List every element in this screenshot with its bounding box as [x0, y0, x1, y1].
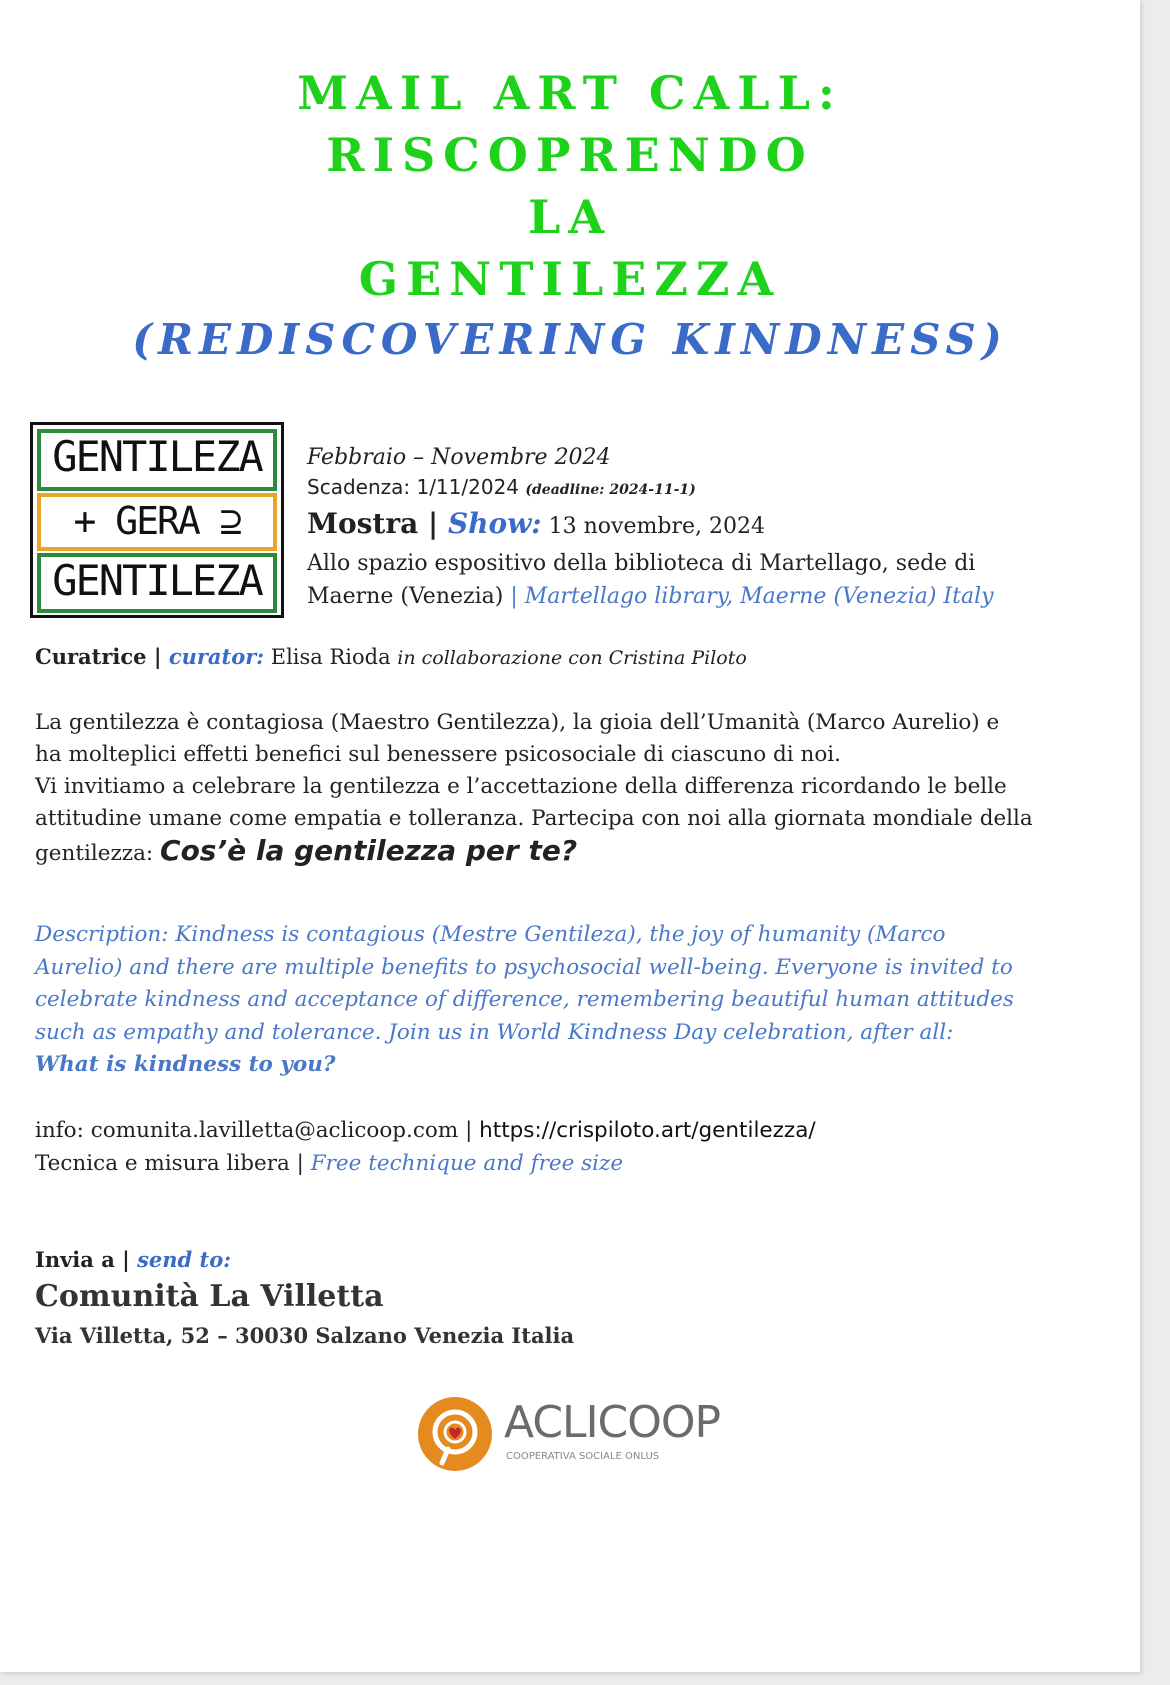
send-separator: |	[122, 1247, 138, 1272]
info-url[interactable]: https://crispiloto.art/gentilezza/	[479, 1118, 816, 1143]
para-line-5-text: gentilezza:	[35, 841, 161, 866]
show-line	[307, 504, 1107, 547]
recipient-address: Via Villetta, 52 – 30030 Salzano Venezia Italia	[35, 1323, 575, 1348]
para-line-5	[35, 835, 1115, 870]
show-separator: |	[418, 507, 448, 540]
para-line-1: La gentilezza è contagiosa (Maestro Gentilezza), la gioia dell’Umanità (Marco Aurelio) e	[35, 710, 1000, 735]
title-line-4: GENTILEZZA	[358, 252, 782, 306]
curator-label-en: curator:	[168, 644, 265, 669]
curator-collab: in collaborazione con Cristina Piloto	[397, 647, 747, 669]
gentileza-logo	[30, 422, 284, 618]
para-line-4: attitudine umane come empatia e tolleranza. Partecipa con noi alla giornata mondiale della	[35, 806, 1033, 831]
contact-block	[35, 1114, 1115, 1180]
info-email[interactable]: info: comunita.lavilletta@aclicoop.com |	[35, 1118, 480, 1143]
deadline-en: (deadline: 2024-11-1)	[525, 482, 696, 498]
event-period: Febbraio – Novembre 2024	[307, 445, 611, 470]
technique-it: Tecnica e misura libera |	[35, 1151, 311, 1176]
aclicoop-heart-icon	[418, 1397, 492, 1471]
venue-it-a: Allo spazio espositivo della biblioteca di Martellago, sede di	[307, 551, 976, 576]
send-label: Invia a	[35, 1247, 123, 1272]
aclicoop-wordmark: ACLICOOP	[504, 1397, 721, 1448]
aclicoop-tagline: COOPERATIVA SOCIALE ONLUS	[506, 1451, 660, 1462]
curator-separator: |	[146, 644, 169, 669]
deadline-it: Scadenza: 1/11/2024	[307, 475, 520, 499]
desc-line-4: such as empathy and tolerance. Join us in World Kindness Day celebration, after all:	[35, 1019, 954, 1045]
italian-paragraph	[35, 707, 1115, 870]
curator-name: Elisa Rioda	[264, 645, 398, 669]
venue-line-2	[307, 580, 1107, 613]
aclicoop-logo	[418, 1395, 721, 1475]
venue-en: | Martellago library, Maerne (Venezia) Italy	[503, 584, 994, 609]
send-to-block	[35, 1245, 1115, 1353]
venue-it-b: Maerne (Venezia)	[307, 584, 504, 609]
desc-line-1: Description: Kindness is contagious (Mestre Gentileza), the joy of humanity (Marco	[35, 922, 946, 947]
english-question: What is kindness to you?	[35, 1052, 336, 1077]
send-label-line	[35, 1245, 1115, 1275]
technique-en: Free technique and free size	[310, 1151, 624, 1176]
show-date: 13 novembre, 2024	[541, 514, 765, 539]
english-description	[35, 919, 1115, 1082]
para-line-3: Vi invitiamo a celebrare la gentilezza e l’accettazione della differenza ricordando le belle	[35, 774, 1007, 799]
desc-line-3: celebrate kindness and acceptance of difference, remembering beautiful human attitudes	[35, 987, 1014, 1012]
deadline-line	[307, 473, 1107, 504]
logo-row-3: GENTILEZA	[37, 553, 277, 613]
event-info	[307, 443, 1107, 613]
curator-label: Curatrice	[35, 644, 147, 669]
para-line-2: ha molteplici effetti benefici sul benessere psicosociale di ciascuno di noi.	[35, 742, 842, 767]
title-line-1: MAIL ART CALL:	[297, 66, 843, 120]
logo-row-2: + GERA ⊇	[37, 493, 277, 551]
italian-question: Cos’è la gentilezza per te?	[160, 834, 578, 867]
title-line-2: RISCOPRENDO	[326, 128, 814, 182]
show-label: Show:	[447, 507, 542, 540]
mostra-label: Mostra	[307, 507, 419, 540]
send-label-en: send to:	[137, 1247, 231, 1272]
title-line-3: LA	[527, 190, 613, 244]
title-block	[0, 62, 1140, 370]
info-line	[35, 1114, 1115, 1147]
title-english: (REDISCOVERING KINDNESS)	[132, 315, 1008, 364]
desc-line-2: Aurelio) and there are multiple benefits to psychosocial well-being. Everyone is invited to	[35, 954, 1013, 980]
logo-row-1: GENTILEZA	[37, 429, 277, 491]
curator-line	[35, 644, 747, 669]
recipient-name: Comunità La Villetta	[35, 1279, 384, 1314]
technique-line	[35, 1147, 1115, 1180]
